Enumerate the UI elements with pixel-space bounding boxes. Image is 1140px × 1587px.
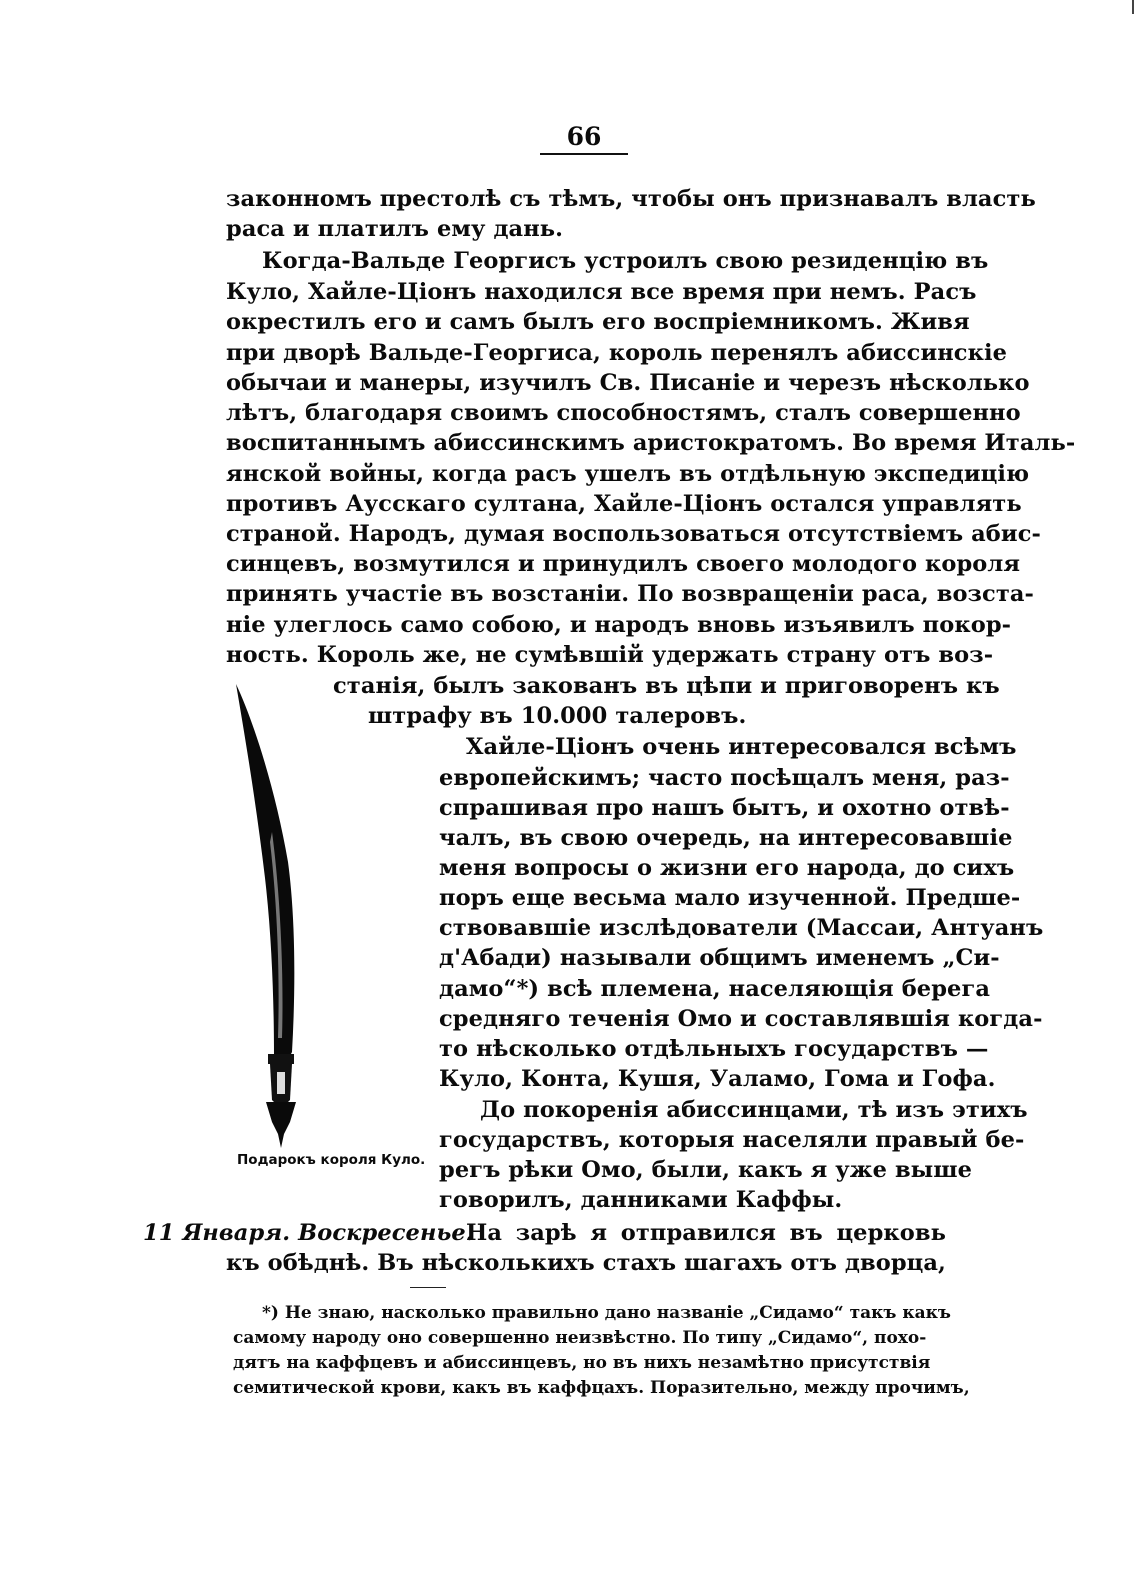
- text-line: воспитаннымъ абиссинскимъ аристократомъ. Во время Италь-: [226, 430, 1076, 456]
- text-line: поръ еще весьма мало изученной. Предше-: [439, 885, 1021, 911]
- text-line: чалъ, въ свою очередь, на интересовавшіе: [439, 825, 1013, 851]
- text-line: противъ Аусскаго султана, Хайле-Ціонъ остался управлять: [226, 491, 1022, 517]
- text-line: обычаи и манеры, изучилъ Св. Писаніе и черезъ нѣсколько: [226, 370, 1030, 396]
- sword-guard: [268, 1054, 294, 1064]
- text-line: Хайле-Ціонъ очень интересовался всѣмъ: [466, 734, 1017, 760]
- figure-caption: Подарокъ короля Куло.: [237, 1152, 426, 1168]
- text-line: Куло, Конта, Кушя, Уаламо, Гома и Гофа.: [439, 1066, 996, 1092]
- text-line: принять участіе въ возстаніи. По возвращеніи раса, возста-: [226, 581, 1034, 607]
- text-line: ность. Король же, не сумѣвшій удержать страну отъ воз-: [226, 642, 994, 668]
- footnote-line: самому народу оно совершенно неизвѣстно. По типу „Сидамо“, похо-: [233, 1328, 927, 1348]
- text-line: дамо“*) всѣ племена, населяющія берега: [439, 976, 991, 1002]
- text-line: средняго теченія Омо и составлявшія когда-: [439, 1006, 1043, 1032]
- text-line: окрестилъ его и самъ былъ его воспріемникомъ. Живя: [226, 309, 970, 335]
- text-line: ствовавшіе изслѣдователи (Массаи, Антуанъ: [439, 915, 1044, 941]
- text-line: меня вопросы о жизни его народа, до сихъ: [439, 855, 1015, 881]
- text-line: лѣтъ, благодаря своимъ способностямъ, сталъ совершенно: [226, 400, 1021, 426]
- footnote-rule: [410, 1287, 446, 1288]
- sword-pommel: [266, 1102, 296, 1148]
- sword-grip-notch: [277, 1072, 285, 1094]
- text-line: До покоренія абиссинцами, тѣ изъ этихъ: [480, 1097, 1028, 1123]
- date-label: [143, 1218, 474, 1248]
- text-line: говорилъ, данниками Каффы.: [439, 1187, 843, 1213]
- footnote-line: дятъ на каффцевъ и абиссинцевъ, но въ нихъ незамѣтно присутствія: [233, 1353, 931, 1373]
- text-line: то нѣсколько отдѣльныхъ государствъ —: [439, 1036, 989, 1062]
- text-line: законномъ престолѣ съ тѣмъ, чтобы онъ признавалъ власть: [226, 186, 1036, 212]
- text-line: д'Абади) называли общимъ именемъ „Си-: [439, 945, 1000, 971]
- page-number: 66: [540, 122, 628, 155]
- date-heading: 11 Января. Воскресенье.: [143, 1220, 474, 1246]
- footnote-line: семитической крови, какъ въ каффцахъ. Поразительно, между прочимъ,: [233, 1378, 970, 1398]
- text-line: станія, былъ закованъ въ цѣпи и приговоренъ къ: [333, 673, 1000, 699]
- text-line: къ обѣднѣ. Въ нѣсколькихъ стахъ шагахъ отъ дворца,: [226, 1250, 946, 1276]
- text-line: Когда-Вальде Георгисъ устроилъ свою резиденцію въ: [262, 248, 989, 274]
- text-line: штрафу въ 10.000 талеровъ.: [368, 703, 747, 729]
- text-line: Куло, Хайле-Ціонъ находился все время при немъ. Расъ: [226, 279, 977, 305]
- sword-illustration: [232, 682, 312, 1152]
- text-line: янской войны, когда расъ ушелъ въ отдѣльную экспедицію: [226, 461, 1030, 487]
- text-line: европейскимъ; часто посѣщалъ меня, раз-: [439, 765, 1010, 791]
- text-line: раса и платилъ ему дань.: [226, 216, 564, 242]
- footnote-line: *) Не знаю, насколько правильно дано названіе „Сидамо“ такъ какъ: [262, 1303, 951, 1323]
- text-line: страной. Народъ, думая воспользоваться отсутствіемъ абис-: [226, 521, 1041, 547]
- text-line: На зарѣ я отправился въ церковь: [466, 1220, 946, 1246]
- text-line: синцевъ, возмутился и принудилъ своего молодого короля: [226, 551, 1021, 577]
- text-line: регъ рѣки Омо, были, какъ я уже выше: [439, 1157, 973, 1183]
- text-line: спрашивая про нашъ бытъ, и охотно отвѣ-: [439, 795, 1010, 821]
- page-edge-mark: [1132, 0, 1134, 14]
- text-line: при дворѣ Вальде-Георгиса, король перенялъ абиссинскіе: [226, 340, 1008, 366]
- sword-blade: [236, 684, 294, 1056]
- text-line: государствъ, которыя населяли правый бе-: [439, 1127, 1025, 1153]
- text-line: ніе улеглось само собою, и народъ вновь изъявилъ покор-: [226, 612, 1012, 638]
